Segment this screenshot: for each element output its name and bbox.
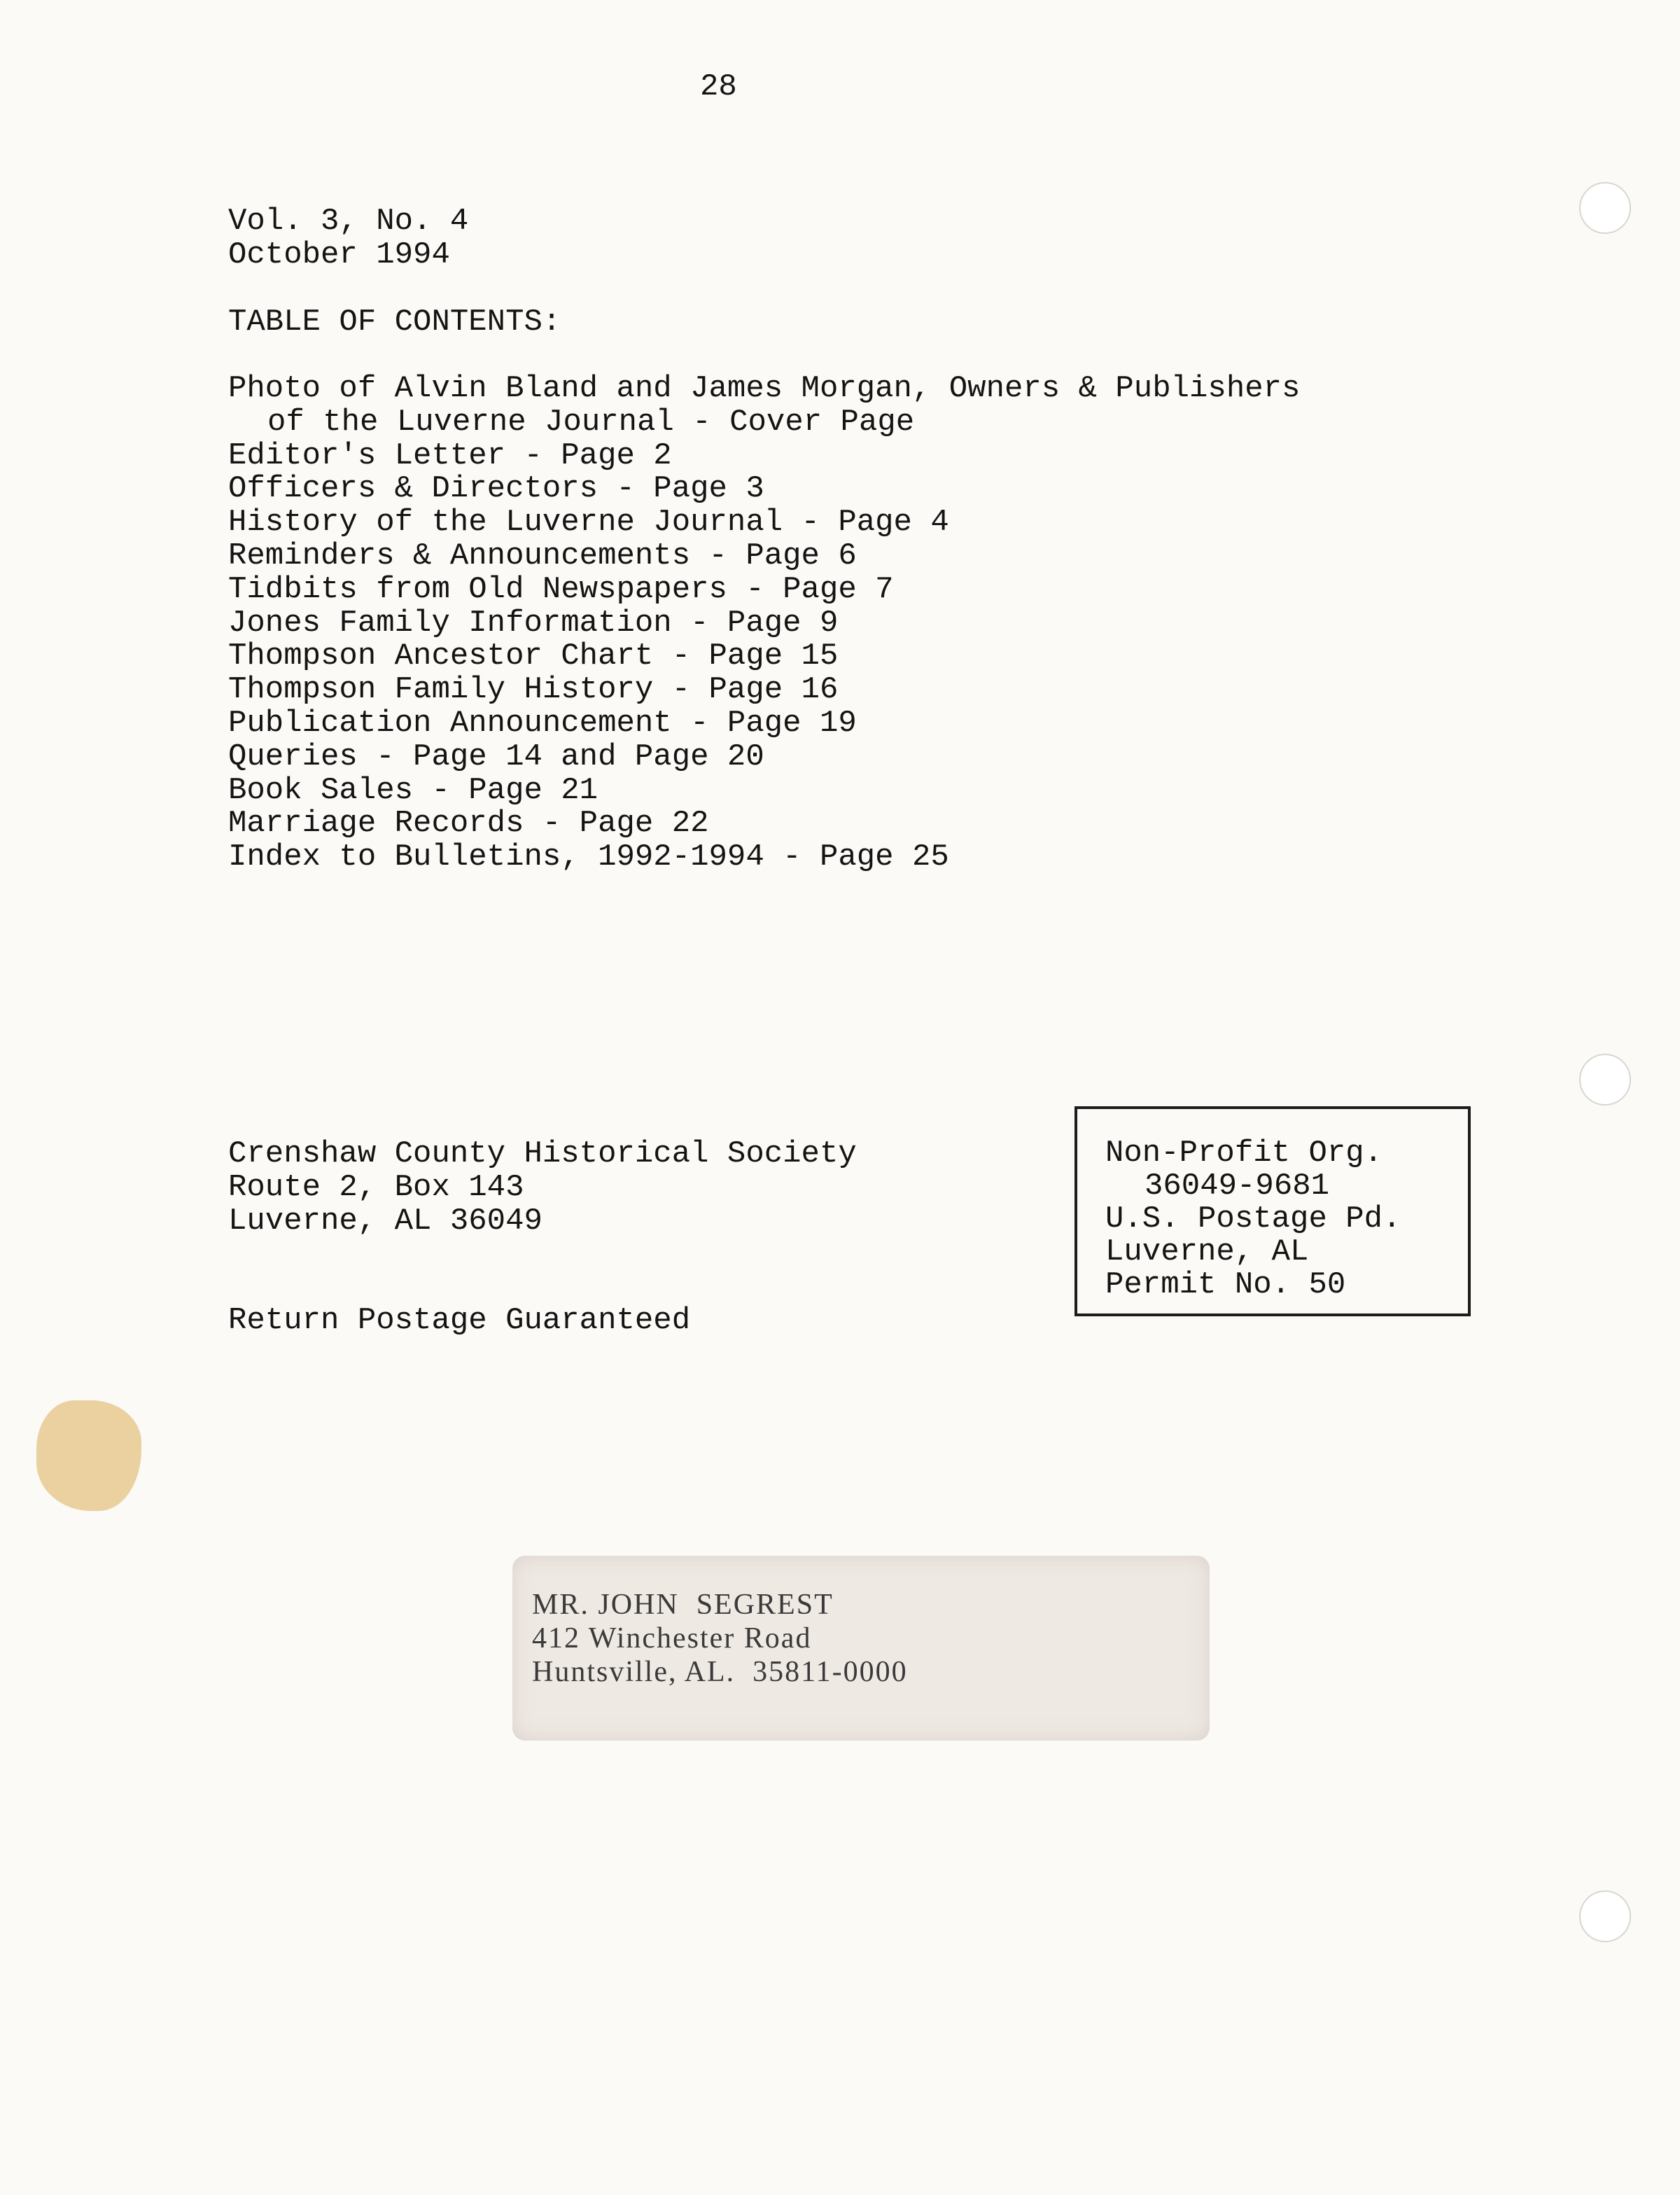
punch-hole-middle [1579, 1054, 1631, 1106]
toc-item: Publication Announcement - Page 19 [228, 705, 857, 741]
postage-paid: U.S. Postage Pd. [1105, 1201, 1401, 1236]
toc-item: Marriage Records - Page 22 [228, 806, 709, 842]
mailing-label [512, 1556, 1210, 1741]
toc-item: Thompson Family History - Page 16 [228, 672, 839, 708]
toc-item: Queries - Page 14 and Page 20 [228, 739, 764, 774]
page-number: 28 [700, 69, 737, 104]
issue-date: October 1994 [228, 237, 450, 272]
postage-permit: Permit No. 50 [1105, 1267, 1346, 1302]
recipient-city: Huntsville, AL. 35811-0000 [532, 1656, 908, 1688]
postage-indicia [1074, 1106, 1471, 1316]
toc-item: Officers & Directors - Page 3 [228, 471, 764, 507]
toc-heading: TABLE OF CONTENTS: [228, 305, 561, 340]
table-of-contents [228, 372, 1300, 874]
postage-org: Non-Profit Org. [1105, 1136, 1383, 1171]
sender-name: Crenshaw County Historical Society [228, 1136, 857, 1171]
toc-item: of the Luverne Journal - Cover Page [267, 404, 915, 440]
return-postage-note: Return Postage Guaranteed [228, 1303, 691, 1338]
volume-number: Vol. 3, No. 4 [228, 204, 469, 239]
postage-zip: 36049-9681 [1144, 1169, 1330, 1204]
sender-city: Luverne, AL 36049 [228, 1204, 542, 1239]
toc-item: Jones Family Information - Page 9 [228, 605, 839, 641]
toc-item: Book Sales - Page 21 [228, 772, 598, 808]
toc-item: Photo of Alvin Bland and James Morgan, Owners & Publishers [228, 371, 1301, 406]
toc-item: Reminders & Announcements - Page 6 [228, 538, 857, 573]
tape-stain [36, 1400, 141, 1511]
sender-street: Route 2, Box 143 [228, 1170, 524, 1205]
postage-city: Luverne, AL [1105, 1234, 1309, 1269]
toc-item: Index to Bulletins, 1992-1994 - Page 25 [228, 839, 949, 875]
toc-item: History of the Luverne Journal - Page 4 [228, 505, 949, 541]
toc-item: Editor's Letter - Page 2 [228, 438, 672, 473]
punch-hole-bottom [1579, 1890, 1631, 1942]
sender-address [228, 1137, 857, 1238]
toc-item: Tidbits from Old Newspapers - Page 7 [228, 571, 894, 607]
punch-hole-top [1579, 182, 1631, 234]
recipient-name: MR. JOHN SEGREST [532, 1589, 834, 1621]
recipient-street: 412 Winchester Road [532, 1622, 812, 1654]
toc-item: Thompson Ancestor Chart - Page 15 [228, 639, 839, 674]
